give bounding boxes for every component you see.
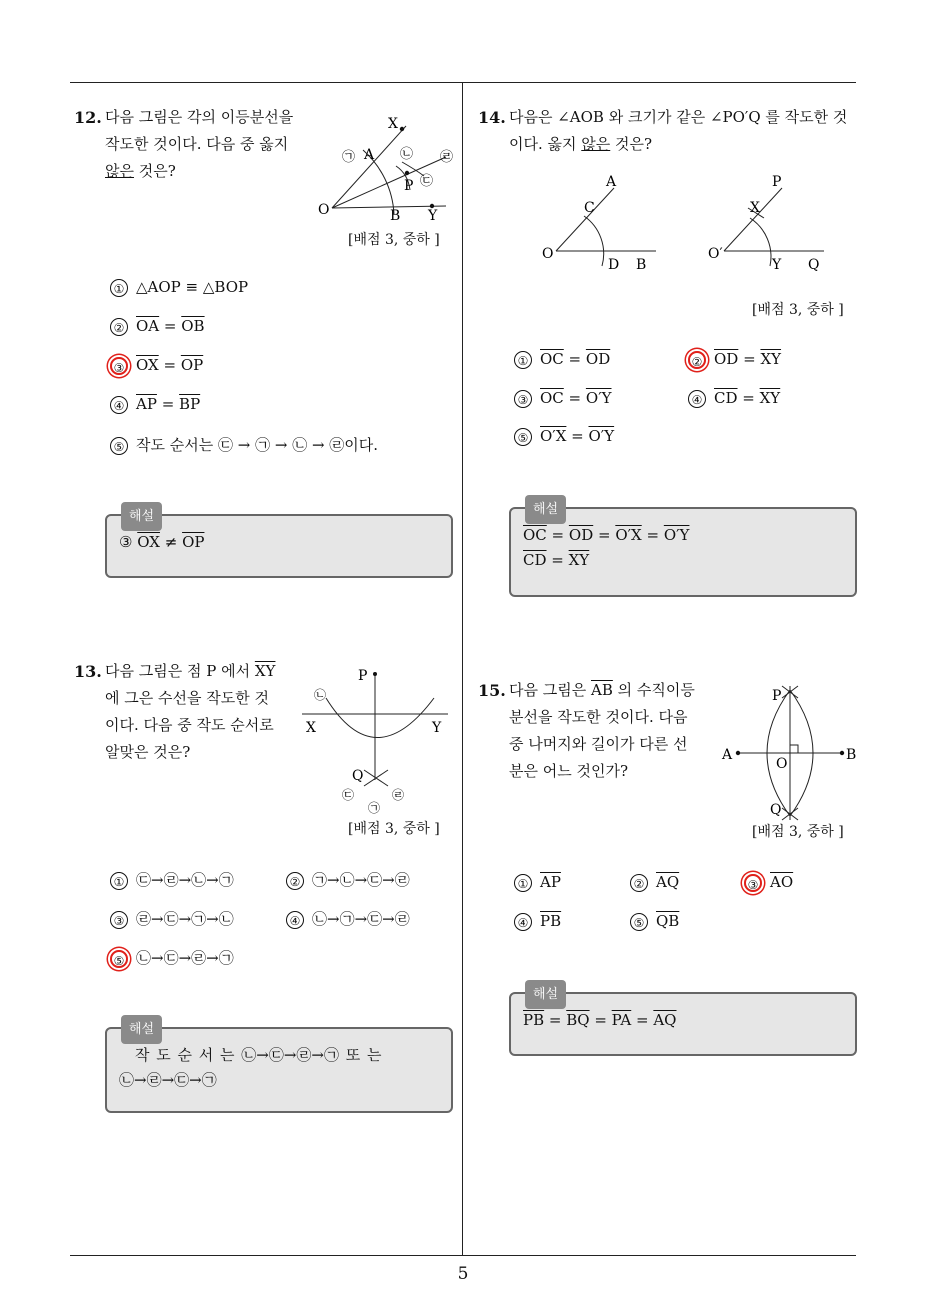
- choice-number: ①: [514, 874, 532, 892]
- solution-tag: 해설: [525, 980, 566, 1009]
- choice-number: ②: [286, 872, 304, 890]
- solution-tag: 해설: [121, 502, 162, 531]
- label-b: B: [390, 208, 401, 224]
- label-x: X: [750, 200, 760, 216]
- segment: $\overline{CD}$: [714, 389, 738, 407]
- underlined-word: 않은: [105, 162, 134, 180]
- operator: =: [593, 526, 616, 544]
- solution-box: [105, 1022, 453, 1113]
- angle-bisector-figure: [308, 110, 458, 230]
- choice-1[interactable]: [110, 869, 234, 890]
- label-b: B: [636, 257, 647, 273]
- choice-number: ③: [514, 390, 532, 408]
- segment: O′Y: [585, 389, 612, 407]
- question-line: [105, 658, 275, 685]
- label-a: A: [722, 747, 733, 763]
- operator: =: [158, 356, 181, 374]
- operator: ≠: [159, 533, 183, 551]
- operator: =: [589, 1011, 612, 1029]
- choice-2[interactable]: [110, 317, 205, 336]
- arc-cd: [584, 216, 604, 266]
- solution-box: [509, 987, 857, 1056]
- operator: =: [546, 551, 569, 569]
- solution-box: [509, 502, 857, 597]
- label-x: X: [388, 116, 398, 132]
- choice-2[interactable]: [286, 869, 410, 890]
- segment: O′X: [540, 427, 567, 445]
- choice-text: ㉠→㉡→㉢→㉣: [312, 871, 410, 889]
- choice-5[interactable]: [110, 434, 378, 455]
- operator: =: [738, 350, 761, 368]
- operator: =: [631, 1011, 654, 1029]
- label-o: O: [776, 756, 788, 772]
- label-p: P: [772, 688, 782, 704]
- question-line: [509, 677, 695, 704]
- label-c: C: [584, 200, 595, 216]
- choice-2[interactable]: [630, 873, 679, 892]
- column-divider: [462, 82, 463, 1256]
- choice-number: ①: [110, 872, 128, 890]
- question-text: [509, 104, 847, 158]
- question-line: 이다. 다음 중 작도 순서로: [105, 716, 274, 734]
- choice-number: ④: [688, 390, 706, 408]
- segment: $\overline{OD}$: [568, 526, 594, 544]
- choice-1[interactable]: [514, 350, 610, 369]
- choice-text: 작도 순서는 ㉢ → ㉠ → ㉡ → ㉣이다.: [136, 436, 379, 454]
- underlined-word: 않은: [581, 135, 611, 153]
- label-q: Q: [808, 257, 820, 273]
- choice-5[interactable]: [110, 947, 234, 968]
- point-p: [373, 672, 377, 676]
- segment: $\overline{OD}$: [585, 350, 611, 368]
- ray-ox: [332, 126, 406, 208]
- label-y: Y: [772, 257, 782, 273]
- segment: O′Y: [663, 526, 690, 544]
- question-line-start: 다음 그림은 점 P 에서: [105, 662, 255, 680]
- segment: $\overline{AQ}$: [653, 1011, 677, 1029]
- choice-text: ㉡→㉠→㉢→㉣: [312, 910, 410, 928]
- label-o-prime: O′: [708, 246, 723, 262]
- point-b: [840, 751, 844, 755]
- label-a: A: [364, 147, 375, 163]
- segment: O′Y: [588, 427, 615, 445]
- solution-text: [119, 530, 439, 555]
- choice-number: ②: [110, 318, 128, 336]
- operator: =: [563, 350, 586, 368]
- question-line-start: 다음 그림은: [509, 681, 591, 699]
- segment: $\overline{QB}$: [656, 912, 680, 930]
- operator: =: [544, 1011, 567, 1029]
- choice-number: ⑤: [514, 428, 532, 446]
- label-y: Y: [428, 208, 438, 224]
- label-y: Y: [432, 720, 442, 736]
- segment: $\overline{PB}$: [540, 912, 562, 930]
- score-label: [배점 3, 중하 ]: [348, 232, 440, 248]
- segment: $\overline{XY}$: [568, 551, 590, 569]
- choice-3[interactable]: [110, 356, 203, 375]
- choice-number: ⑤: [110, 437, 128, 455]
- question-line-start: 이다. 옳지: [509, 135, 582, 153]
- arc-from-p: [326, 698, 434, 738]
- question-line-rest: 것은?: [610, 135, 653, 153]
- segment: $\overline{AQ}$: [656, 873, 680, 891]
- question-line: 작도한 것이다. 다음 중 옳지: [105, 135, 289, 153]
- question-number: 13.: [74, 662, 102, 681]
- choice-1[interactable]: [514, 873, 561, 892]
- solution-box: [105, 509, 453, 578]
- segment: $\overline{PA}$: [611, 1011, 632, 1029]
- choice-number-marked: ②: [688, 351, 706, 369]
- question-line-rest: 의 수직이등: [612, 681, 695, 699]
- score-label: [배점 3, 중하 ]: [752, 302, 844, 318]
- question-line: 다음 그림은 각의 이등분선을: [105, 108, 294, 126]
- label-p: P: [772, 174, 782, 190]
- choice-number: ①: [110, 279, 128, 297]
- segment: $\overline{OA}$: [136, 317, 160, 335]
- step-mark-3: ㉢: [342, 788, 355, 802]
- arc-xy: [750, 218, 771, 266]
- label-b: B: [846, 747, 857, 763]
- choice-number: ②: [630, 874, 648, 892]
- angle-aob-figure: [538, 170, 668, 275]
- perpendicular-figure: [298, 662, 458, 817]
- ray-oa: [556, 188, 614, 251]
- question-number: 14.: [478, 108, 506, 127]
- step-mark-2: ㉡: [314, 688, 327, 702]
- label-o: O: [542, 246, 554, 262]
- bottom-rule: [70, 1255, 856, 1256]
- choice-4[interactable]: [110, 395, 200, 414]
- operator: =: [159, 317, 182, 335]
- segment: $\overline{XY}$: [254, 662, 276, 680]
- top-rule: [70, 82, 856, 83]
- segment: $\overline{XY}$: [759, 389, 781, 407]
- segment: $\overline{OD}$: [714, 350, 739, 368]
- choice-number: ④: [514, 913, 532, 931]
- question-text: [105, 104, 293, 185]
- question-line: 다음은 ∠AOB 와 크기가 같은 ∠PO′Q 를 작도한 것: [509, 108, 848, 126]
- segment: $\overline{CD}$: [523, 551, 547, 569]
- solution-line: [523, 523, 843, 548]
- segment: $\overline{BP}$: [179, 395, 201, 413]
- segment: $\overline{AO}$: [770, 873, 794, 891]
- choice-number: ⑤: [630, 913, 648, 931]
- solution-number: ③: [119, 533, 133, 551]
- choice-5[interactable]: [630, 912, 679, 931]
- step-mark-1: ㉠: [368, 801, 381, 815]
- segment: $\overline{OC}$: [540, 389, 564, 407]
- question-line: 알맞은 것은?: [105, 743, 191, 761]
- angle-poq-figure: [706, 170, 836, 275]
- step-mark-2: ㉡: [400, 147, 414, 162]
- label-x: X: [306, 720, 316, 736]
- question-line: 분선을 작도한 것이다. 다음: [509, 708, 688, 726]
- solution-tag: 해설: [121, 1015, 162, 1044]
- choice-number-marked: ⑤: [110, 950, 128, 968]
- step-mark-3: ㉢: [420, 174, 434, 189]
- solution-line: 작 도 순 서 는 ㉡→㉢→㉣→㉠ 또 는: [135, 1046, 382, 1064]
- segment: $\overline{OX}$: [137, 533, 160, 551]
- step-mark-1: ㉠: [342, 150, 356, 165]
- operator: =: [156, 395, 180, 413]
- right-angle-mark: [790, 745, 798, 753]
- segment: $\overline{PB}$: [523, 1011, 545, 1029]
- choice-number-marked: ③: [110, 357, 128, 375]
- segment: $\overline{OP}$: [180, 356, 204, 374]
- operator: =: [737, 389, 760, 407]
- question-text: [105, 658, 275, 766]
- solution-line: ㉡→㉣→㉢→㉠: [119, 1071, 217, 1089]
- segment: $\overline{AP}$: [136, 395, 157, 413]
- page-number: 5: [457, 1264, 469, 1284]
- question-line: [105, 158, 293, 185]
- point-x: [400, 127, 404, 131]
- segment: $\overline{OC}$: [523, 526, 547, 544]
- label-p: P: [404, 178, 414, 194]
- segment: $\overline{OB}$: [181, 317, 205, 335]
- label-a: A: [606, 174, 617, 190]
- choice-4[interactable]: [688, 389, 780, 408]
- segment: $\overline{OP}$: [182, 533, 205, 551]
- label-q: Q: [770, 802, 782, 818]
- perpendicular-bisector-figure: [716, 682, 862, 822]
- label-p: P: [358, 668, 368, 684]
- choice-3[interactable]: [514, 389, 612, 408]
- label-o: O: [318, 202, 330, 218]
- question-number: 15.: [478, 681, 506, 700]
- choice-text: ㉣→㉢→㉠→㉡: [136, 910, 234, 928]
- choice-number-marked: ③: [744, 874, 762, 892]
- question-line: 중 나머지와 길이가 다른 선: [509, 735, 688, 753]
- choice-4[interactable]: [514, 912, 561, 931]
- operator: =: [566, 427, 589, 445]
- segment: $\overline{AB}$: [591, 681, 613, 699]
- choice-4[interactable]: [286, 908, 410, 929]
- segment: $\overline{AP}$: [540, 873, 561, 891]
- question-text: [509, 677, 695, 785]
- question-line: 에 그은 수선을 작도한 것: [105, 689, 269, 707]
- question-line-rest: 것은?: [133, 162, 176, 180]
- choice-text: ㉢→㉣→㉡→㉠: [136, 871, 234, 889]
- segment: $\overline{XY}$: [760, 350, 782, 368]
- score-label: [배점 3, 중하 ]: [348, 821, 440, 837]
- choice-number: ④: [286, 911, 304, 929]
- operator: =: [546, 526, 569, 544]
- solution-line: [523, 548, 843, 573]
- segment: O′X: [615, 526, 642, 544]
- point-a: [736, 751, 740, 755]
- choice-text: △AOP ≡ △BOP: [136, 278, 249, 296]
- choice-text: ㉡→㉢→㉣→㉠: [136, 949, 234, 967]
- segment: $\overline{OC}$: [540, 350, 564, 368]
- choice-2[interactable]: [688, 350, 781, 369]
- segment: $\overline{BQ}$: [566, 1011, 590, 1029]
- operator: =: [641, 526, 664, 544]
- choice-5[interactable]: [514, 427, 614, 446]
- choice-number: ③: [110, 911, 128, 929]
- score-label: [배점 3, 중하 ]: [752, 824, 844, 840]
- choice-1[interactable]: [110, 278, 248, 297]
- label-q: Q: [352, 768, 364, 784]
- solution-line: [523, 1008, 843, 1033]
- segment: $\overline{OX}$: [136, 356, 159, 374]
- step-mark-4: ㉣: [392, 788, 405, 802]
- solution-tag: 해설: [525, 495, 566, 524]
- choice-number: ①: [514, 351, 532, 369]
- choice-number: ④: [110, 396, 128, 414]
- point-p: [405, 171, 409, 175]
- question-line: 분은 어느 것인가?: [509, 762, 629, 780]
- choice-3[interactable]: [110, 908, 234, 929]
- operator: =: [563, 389, 586, 407]
- question-number: 12.: [74, 108, 102, 127]
- choice-3[interactable]: [744, 873, 793, 892]
- question-line: [509, 131, 847, 158]
- step-mark-4: ㉣: [440, 150, 454, 165]
- label-d: D: [608, 257, 620, 273]
